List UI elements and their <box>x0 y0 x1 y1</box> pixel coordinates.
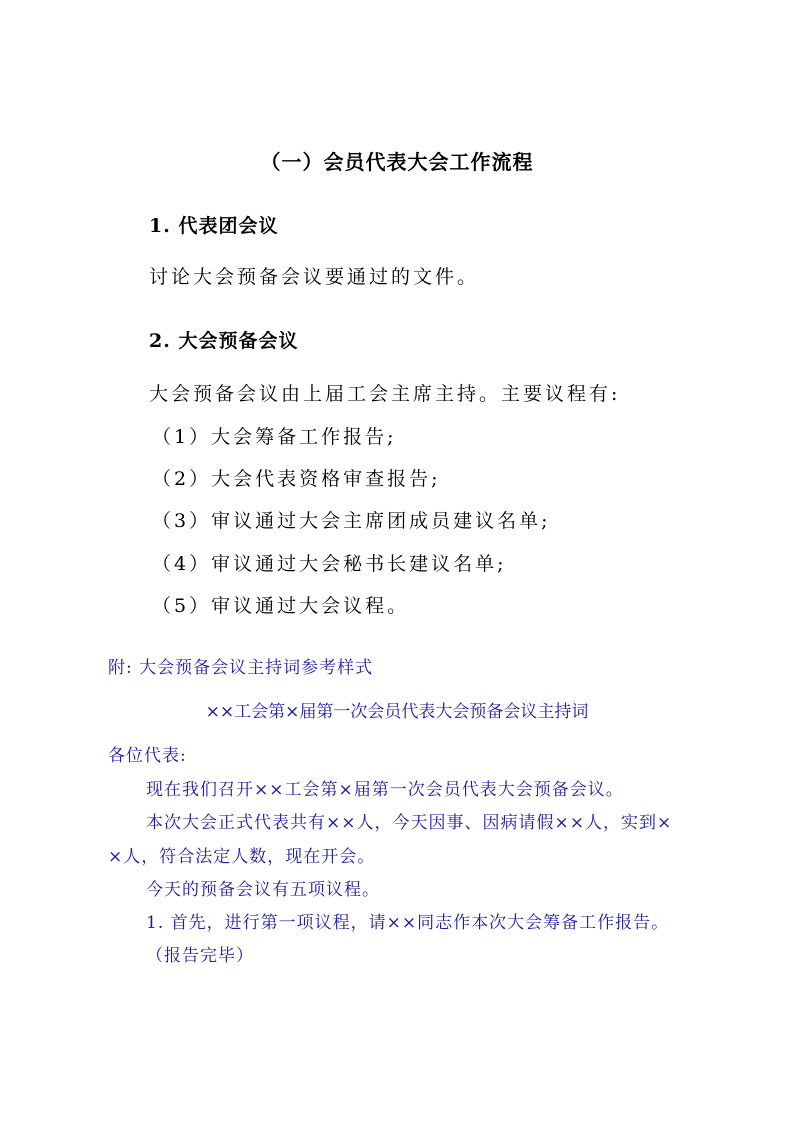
speech-title: ××工会第×届第一次会员代表大会预备会议主持词 <box>205 702 589 722</box>
agenda-item: （3）审议通过大会主席团成员建议名单; <box>152 510 551 532</box>
speech-paragraph: 今天的预备会议有五项议程。 <box>146 880 380 900</box>
speech-paragraph: 现在我们召开××工会第×届第一次会员代表大会预备会议。 <box>146 780 624 800</box>
section1-heading: 1. 代表团会议 <box>149 215 279 237</box>
document-title: （一）会员代表大会工作流程 <box>260 150 534 174</box>
attachment-note: 附: 大会预备会议主持词参考样式 <box>108 658 374 678</box>
section2-intro: 大会预备会议由上届工会主席主持。主要议程有: <box>149 383 621 405</box>
speech-paragraph: 1. 首先，进行第一项议程，请××同志作本次大会筹备工作报告。 <box>146 913 670 933</box>
agenda-item: （4）审议通过大会秘书长建议名单; <box>152 553 507 575</box>
agenda-item: （2）大会代表资格审查报告; <box>152 468 441 490</box>
speech-paragraph: （报告完毕） <box>146 946 254 966</box>
section1-body: 讨论大会预备会议要通过的文件。 <box>149 266 480 288</box>
agenda-item: （1）大会筹备工作报告; <box>152 426 397 448</box>
section2-heading: 2. 大会预备会议 <box>149 330 299 352</box>
agenda-item: （5）审议通过大会议程。 <box>152 595 410 617</box>
speech-paragraph-continuation: ×人，符合法定人数，现在开会。 <box>108 847 376 867</box>
speech-greeting: 各位代表: <box>108 746 187 766</box>
speech-paragraph: 本次大会正式代表共有××人，今天因事、因病请假××人，实到× <box>146 813 673 833</box>
